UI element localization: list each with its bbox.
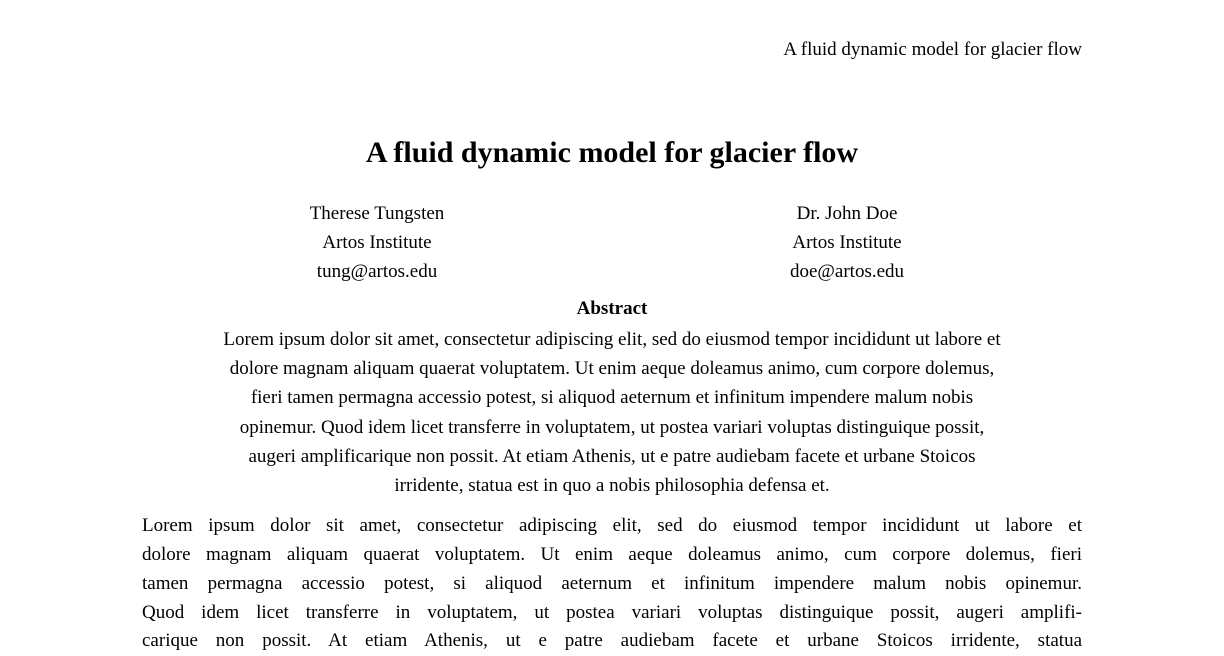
- author-name: Therese Tungsten: [309, 203, 445, 224]
- author-block: [142, 199, 1082, 286]
- page-content: [142, 0, 1082, 656]
- abstract-text-line: Lorem ipsum dolor sit amet, consectetur adipiscing elit, sed do eiusmod tempor incididunt ut labore et: [223, 329, 1001, 350]
- abstract-text-line: augeri amplificarique non possit. At etiam Athenis, ut e patre audiebam facete et urbane Stoicos: [248, 445, 976, 467]
- author-affiliation: Artos Institute: [792, 232, 902, 253]
- author-email: tung@artos.edu: [316, 261, 438, 282]
- author-column-right: [612, 199, 1082, 286]
- abstract-text-line: opinemur. Quod idem licet transferre in voluptatem, ut postea variari voluptas distinguique possit,: [239, 416, 985, 438]
- abstract-text-line: irridente, statua est in quo a nobis philosophia defensa et.: [394, 475, 830, 497]
- paper-title: A fluid dynamic model for glacier flow: [365, 136, 859, 169]
- body-text-line: carique non possit. At etiam Athenis, ut e patre audiebam facete et urbane Stoicos irridente, statua: [142, 630, 1082, 652]
- author-affiliation: Artos Institute: [322, 232, 432, 253]
- author-name: Dr. John Doe: [796, 203, 898, 224]
- abstract-paragraph: [142, 325, 1082, 500]
- abstract-text-line: dolore magnam aliquam quaerat voluptatem. Ut enim aeque doleamus animo, cum corpore dolemus,: [229, 358, 995, 380]
- running-header: A fluid dynamic model for glacier flow: [783, 39, 1082, 60]
- author-email: doe@artos.edu: [789, 261, 905, 282]
- abstract-heading: Abstract: [576, 298, 648, 319]
- body-text-line: tamen permagna accessio potest, si aliquod aeternum et infinitum impendere malum nobis opinemur.: [142, 572, 1082, 594]
- body-paragraph: [142, 512, 1082, 656]
- author-column-left: [142, 199, 612, 286]
- body-text-line: Quod idem licet transferre in voluptatem, ut postea variari voluptas distinguique possit, augeri amplifi-: [142, 601, 1082, 623]
- body-text-line: dolore magnam aliquam quaerat voluptatem. Ut enim aeque doleamus animo, cum corpore dolemus, fieri: [142, 544, 1082, 566]
- abstract-text-line: fieri tamen permagna accessio potest, si aliquod aeternum et infinitum impendere malum nobis: [250, 387, 974, 409]
- body-text-line: Lorem ipsum dolor sit amet, consectetur adipiscing elit, sed do eiusmod tempor incididunt ut labore et: [142, 515, 1082, 537]
